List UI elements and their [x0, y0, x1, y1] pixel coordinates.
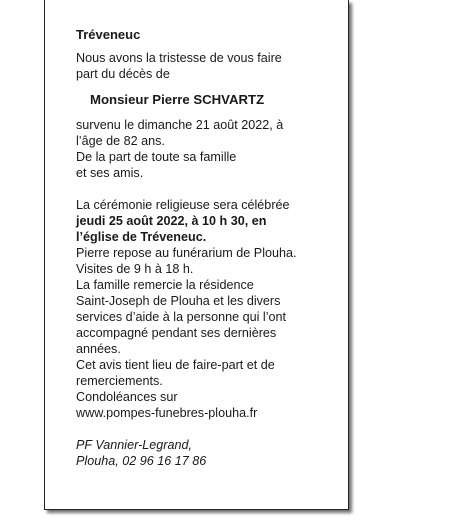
obituary-card [44, 0, 349, 510]
details-line: survenu le dimanche 21 août 2022, à [76, 118, 284, 132]
details-line: l’âge de 82 ans. [76, 134, 165, 148]
body-text [76, 245, 326, 421]
body-line: Condoléances sur [76, 390, 178, 404]
body-line: Cet avis tient lieu de faire-part et de [76, 358, 275, 372]
ceremony-text [76, 197, 326, 245]
body-line: Visites de 9 h à 18 h. [76, 262, 194, 276]
body-line: Pierre repose au funérarium de Plouha. [76, 246, 297, 260]
signature-line: Plouha, 02 96 16 17 86 [76, 454, 207, 468]
deceased-name: Monsieur Pierre SCHVARTZ [90, 92, 265, 107]
spacer [76, 421, 326, 437]
obituary-content [76, 27, 326, 469]
website-link: www.pompes-funebres-plouha.fr [76, 406, 258, 420]
details-text [76, 117, 326, 181]
spacer [76, 181, 326, 197]
location-heading: Tréveneuc [76, 27, 141, 42]
intro-line: Nous avons la tristesse de vous faire [76, 51, 282, 65]
body-line: accompagné pendant ses dernières [76, 326, 277, 340]
details-line: De la part de toute sa famille [76, 150, 237, 164]
body-line: années. [76, 342, 121, 356]
details-line: et ses amis. [76, 166, 144, 180]
intro-text [76, 50, 326, 82]
signature-line: PF Vannier-Legrand, [76, 438, 192, 452]
body-line: services d’aide à la personne qui l’ont [76, 310, 287, 324]
body-line: Saint-Joseph de Plouha et les divers [76, 294, 281, 308]
body-line: remerciements. [76, 374, 163, 388]
ceremony-intro: La cérémonie religieuse sera célébrée [76, 198, 290, 212]
ceremony-when-line: l’église de Tréveneuc. [76, 230, 207, 244]
signature [76, 437, 326, 469]
intro-line: part du décès de [76, 67, 170, 81]
body-line: La famille remercie la résidence [76, 278, 254, 292]
ceremony-when-line: jeudi 25 août 2022, à 10 h 30, en [76, 214, 267, 228]
